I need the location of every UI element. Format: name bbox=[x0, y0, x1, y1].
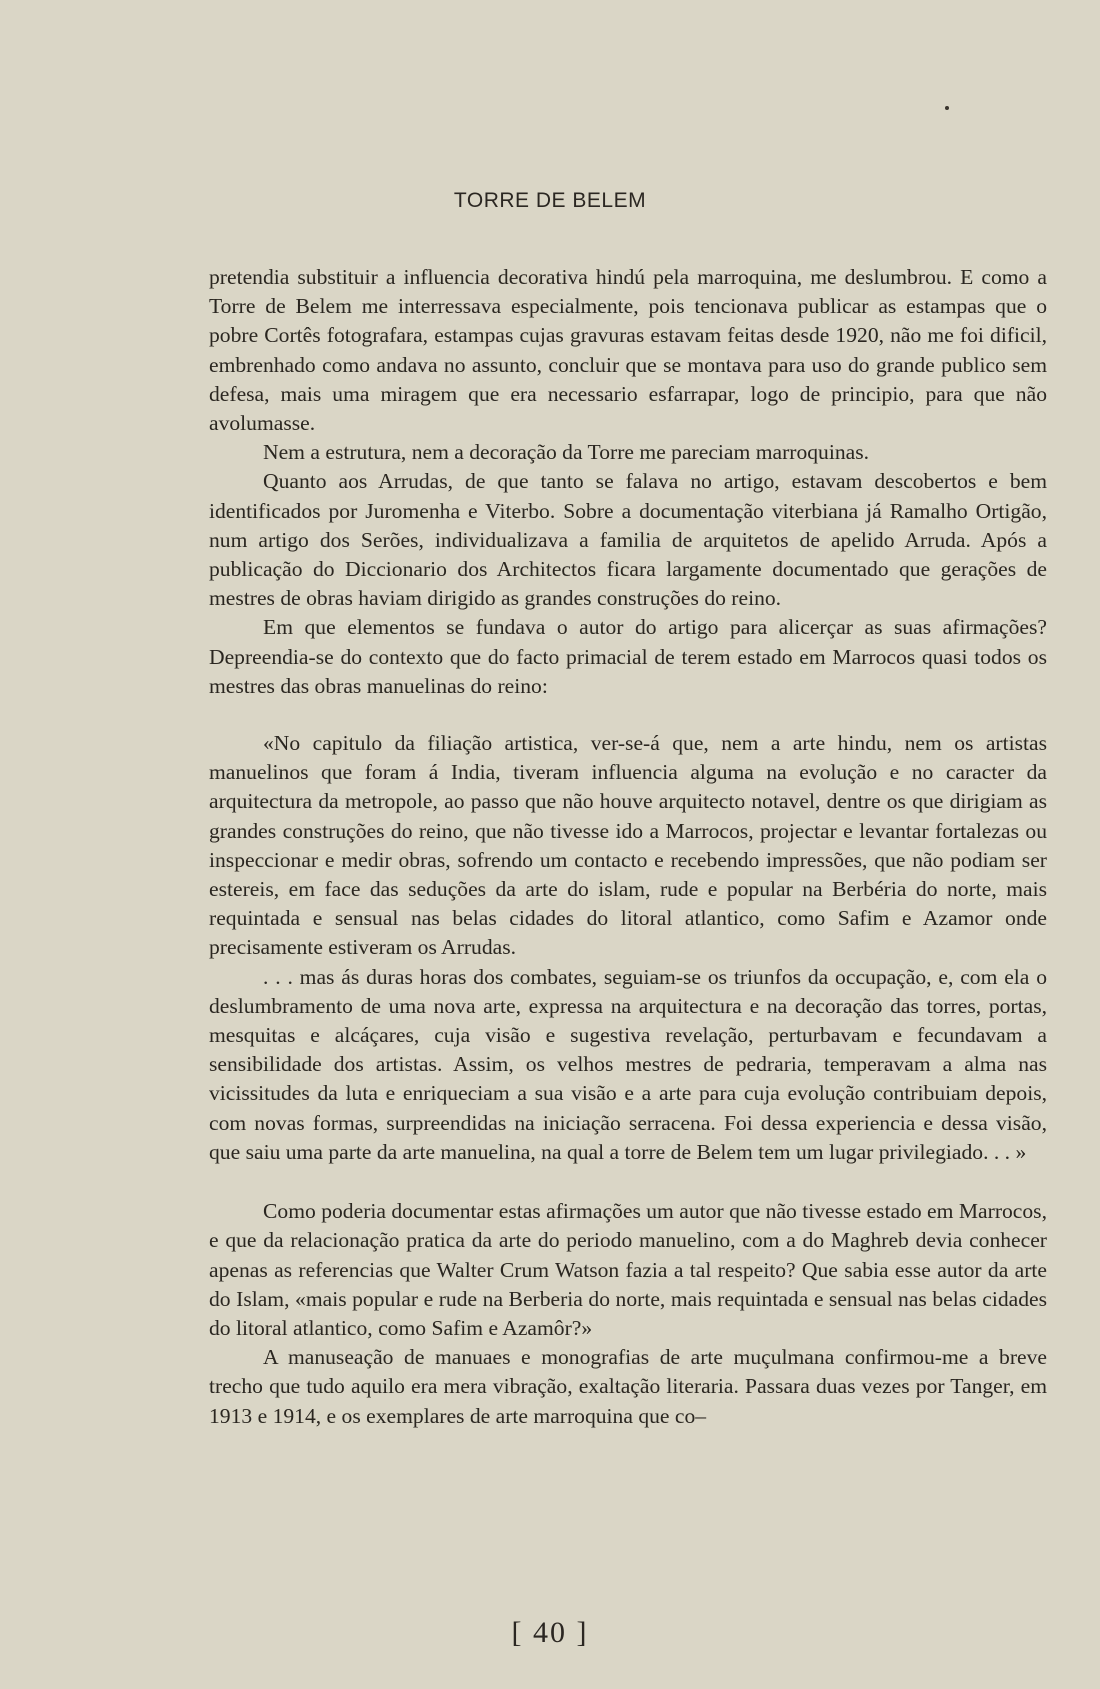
spacer bbox=[209, 701, 1047, 729]
block-quote bbox=[209, 729, 1047, 1167]
running-head: TORRE DE BELEM bbox=[453, 189, 647, 212]
paragraph: Em que elementos se fundava o autor do artigo para alicerçar as suas afirmações? Depreendia-se do contexto que do facto primacial de terem estado em Marrocos quasi todos os mestres das obras manuelinas do reino: bbox=[209, 615, 1047, 698]
paragraph: Quanto aos Arrudas, de que tanto se falava no artigo, estavam descobertos e bem identificados por Juromenha e Viterbo. Sobre a documentação viterbiana já Ramalho Ortigão, num artigo dos Serões, individualizava a familia de arquitetos de apelido Arruda. Após a publicação do Diccionario dos Architectos ficara largamente documentado que gerações de mestres de obras haviam dirigido as grandes construções do reino. bbox=[209, 469, 1047, 611]
body-text bbox=[209, 263, 1047, 1431]
quote-paragraph: «No capitulo da filiação artistica, ver-se-á que, nem a arte hindu, nem os artistas manuelinos que foram á India, tiveram influencia alguma na evolução e no caracter da arquitectura da metropole, ao passo que não houve arquitecto notavel, dentre os que dirigiam as grandes construções do reino, que não tivesse ido a Marrocos, projectar e levantar fortalezas ou inspeccionar e medir obras, sofrendo um contacto e recebendo impressões, que não podiam ser estereis, em face das seduções da arte do islam, rude e popular na Berbéria do norte, mais requintada e sensual nas belas cidades do litoral atlantico, como Safim e Azamor onde precisamente estiveram os Arrudas. bbox=[209, 731, 1047, 960]
page-number: [ 40 ] bbox=[511, 1616, 589, 1649]
paragraph-continuation: pretendia substituir a influencia decorativa hindú pela marroquina, me deslumbrou. E como a Torre de Belem me interressava especialmente, pois tencionava publicar as estampas que o pobre Cortês fotografara, estampas cujas gravuras estavam feitas desde 1920, não me foi dificil, embrenhado como andava no assunto, concluir que se montava para uso do grande publico sem defesa, mais uma miragem que era necessario esfarrapar, logo de principio, para que não avolumasse. bbox=[209, 265, 1047, 436]
paragraph: A manuseação de manuaes e monografias de arte muçulmana confirmou-me a breve trecho que tudo aquilo era mera vibração, exaltação literaria. Passara duas vezes por Tanger, em 1913 e 1914, e os exemplares de arte marroquina que co– bbox=[209, 1345, 1047, 1428]
paragraph: Nem a estrutura, nem a decoração da Torre me pareciam marroquinas. bbox=[263, 440, 870, 465]
ink-speck bbox=[945, 106, 949, 110]
paragraph: Como poderia documentar estas afirmações um autor que não tivesse estado em Marrocos, e que da relacionação pratica da arte do periodo manuelino, com a do Maghreb devia conhecer apenas as referencias que Walter Crum Watson fazia a tal respeito? Que sabia esse autor da arte do Islam, «mais popular e rude na Berberia do norte, mais requintada e sensual nas belas cidades do litoral atlantico, como Safim e Azamôr?» bbox=[209, 1199, 1047, 1340]
quote-paragraph: . . . mas ás duras horas dos combates, seguiam-se os triunfos da occupação, e, com ela o deslumbramento de uma nova arte, expressa na arquitectura e na decoração das torres, portas, mesquitas e alcáçares, cuja visão e sugestiva revelação, perturbavam e fecundavam a sensibilidade dos artistas. Assim, os velhos mestres de pedraria, temperavam a alma nas vicissitudes da luta e enriqueciam a sua visão e a arte para cuja evolução contribuiam depois, com novas formas, surpreendidas na iniciação serracena. Foi dessa experiencia e dessa visão, que saiu uma parte da arte manuelina, na qual a torre de Belem tem um lugar privilegiado. . . » bbox=[209, 964, 1047, 1164]
spacer bbox=[209, 1167, 1047, 1197]
